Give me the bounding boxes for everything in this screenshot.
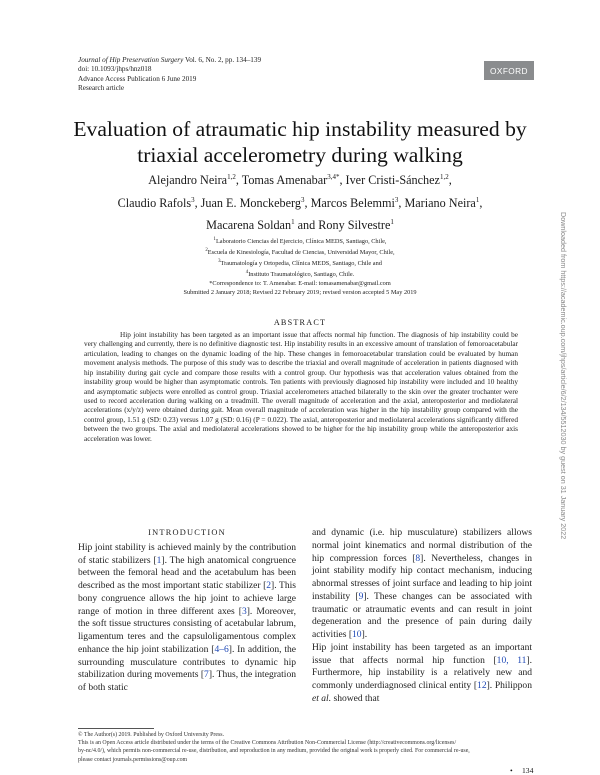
- intro-paragraph-2: Hip joint instability has been targeted as an important issue that affects normal hip function [10, 11]. Furthermore, hip instability is a relatively new and commonly underdiagnosed clinical entity [12]. Philippon et al. showed that: [312, 641, 533, 704]
- right-column: [312, 527, 532, 706]
- author-name: , Marcos Belemmi: [304, 195, 395, 210]
- download-watermark: Downloaded from https://academic.oup.com/jhps/article/6/2/134/5512030 by guest on 31 January 2022: [559, 212, 568, 540]
- affil-sup: 2: [205, 248, 208, 253]
- affil-text: Traumatología y Ortopedia, Clínica MEDS, Santiago, Chile and: [220, 260, 382, 268]
- author-affil-sup: 3: [300, 195, 305, 204]
- abstract-text: Hip joint instability has been targeted as an important issue that affects normal hip function. The diagnosis of hip instability could be very challenging and currently, there is no definitive diagnostic test. Hip instability results in an excessive amount of translation of femoroacetabular articulation, leading to changes on the dynamic loading of the hip. These changes in femoroacetabular translation could be evaluated by human movement analysis methods. The purpose of this study was to describe the triaxial and overall magnitude of acceleration in patients diagnosed with hip instability during gait cycle and compare those results with a control group. Our hypothesis was that acceleration values obtained from the instability group would be higher than asymptomatic controls. Ten patients with previously diagnosed hip instability were included and 10 healthy and asymptomatic subjects were enrolled as control group. Triaxial accelerometers attached bilaterally to the skin over the greater trochanter were used to record acceleration during walking on a treadmill. The overall magnitude of acceleration and the axial, anteroposterior and mediolateral accelerations (x/y/z) were obtained during gait. Mean overall magnitude of acceleration was higher in the hip instability group compared with the control group, 1.51 g (SD: 0.23) versus 1.07 g (SD: 0.16) (P = 0.022). The axial, anteroposterior and mediolateral accelerations significantly differed between the two groups. The axial and mediolateral accelerations showed to be higher for the hip instability group while the anteroposterior axis acceleration was lower.: [84, 331, 518, 443]
- license-line: This is an Open Access article distributed under the terms of the Creative Commons Attribution Non-Commercial License (http://creativecommons.org/licenses/: [78, 740, 457, 747]
- author-name: , Juan E. Monckeberg: [194, 195, 301, 210]
- author-affil-sup: 1: [390, 218, 394, 227]
- article-metadata: [78, 56, 261, 93]
- affiliation-line: [100, 247, 500, 258]
- author-line-2: Claudio Rafols$^3$, Juan E. Monckeberg$^3$, Marcos Belemmi$^3$, Mariano Neira$^1$,: [117, 195, 483, 210]
- left-column: [78, 527, 296, 695]
- intro-paragraph-1-cont: and dynamic (i.e. hip musculature) stabilizers allows normal joint kinematics and normal distribution of the hip compression forces [8]. Nevertheless, changes in joint stability modify hip contact mechanism, inducing abnormal stresses of joint surface and leading to hip joint instability [9]. These changes can be associated with traumatic or atraumatic events and can result in joint degeneration and the presence of pain during daily activities [10].: [312, 527, 532, 640]
- page-bullet: •: [510, 766, 513, 775]
- author-affil-sup: 3: [191, 195, 195, 204]
- journal-citation: [78, 56, 261, 65]
- author-affil-sup: 1,2: [227, 173, 236, 181]
- article-title: [40, 116, 560, 168]
- license-line: by-nc/4.0/), which permits non-commercial re-use, distribution, and reproduction in any medium, provided the original work is properly cited. For commercial re-use,: [78, 748, 470, 755]
- affil-sup: 1: [213, 237, 216, 242]
- correspondence: *Correspondence to: T. Amenabar. E-mail: tomasamenabar@gmail.com: [209, 280, 391, 287]
- author-name: , Mariano Neira: [398, 195, 476, 210]
- footnote-divider: [78, 728, 154, 729]
- journal-name[interactable]: Journal of Hip Preservation Surgery: [78, 56, 184, 64]
- title-line-1: Evaluation of atraumatic hip instability measured by: [73, 117, 527, 141]
- license-footnote: [78, 731, 534, 764]
- author-list: [60, 168, 540, 236]
- author-line-3: [60, 213, 540, 236]
- journal-volume: Vol. 6, No. 2, pp. 134–139: [183, 56, 262, 64]
- author-name: and Rony Silvestre: [294, 218, 391, 233]
- affiliation-line: [100, 258, 500, 269]
- permissions-line: please contact journals.permissions@oup.com: [78, 756, 188, 763]
- author-name: Macarena Soldan: [206, 218, 292, 233]
- oxford-logo: OXFORD: [484, 61, 534, 80]
- author-affil-sup: 1: [475, 195, 480, 204]
- title-line-2: triaxial accelerometry during walking: [137, 143, 463, 167]
- author-affil-sup: 3: [394, 195, 399, 204]
- citation-link[interactable]: 9: [358, 590, 364, 602]
- abstract-heading: ABSTRACT: [273, 318, 327, 327]
- affil-sup: 4: [245, 270, 249, 275]
- affil-text: Instituto Traumatológico, Santiago, Chile.: [248, 271, 355, 279]
- citation-link[interactable]: 12: [477, 680, 487, 691]
- author-name: Alejandro Neira: [148, 173, 228, 188]
- citation-link[interactable]: 2: [266, 580, 272, 591]
- author-affil-sup: 1: [291, 218, 295, 227]
- citation-link[interactable]: 8: [415, 552, 421, 564]
- author-name: , Iver Cristi-Sánchez: [339, 173, 440, 188]
- citation-link[interactable]: 3: [241, 605, 247, 617]
- affiliations: [100, 236, 500, 298]
- article-type: Research article: [78, 83, 125, 92]
- author-name: , Tomas Amenabar: [235, 173, 328, 188]
- abstract-body: [84, 331, 518, 444]
- page-number: 134: [522, 766, 534, 775]
- submission-dates: Submitted 2 January 2018; Revised 22 February 2019; revised version accepted 5 May 2019: [183, 288, 417, 296]
- author-line-1: Alejandro Neira$^{1,2}$, Tomas Amenabar$^{3,4*}$, Iver Cristi-Sánchez$^{1,2}$,: [148, 173, 452, 188]
- copyright-line: © The Author(s) 2019. Published by Oxford University Press.: [78, 732, 225, 738]
- author-affil-sup: 1,2: [439, 173, 449, 181]
- affil-text: Laboratorio Ciencias del Ejercicio, Clínica MEDS, Santiago, Chile,: [215, 238, 387, 246]
- intro-paragraph-1: Hip joint stability is achieved mainly by the contribution of static stabilizers [1]. The high anatomical congruence between the femoral head and the acetabulum has been described as the most important static stabilizer [2]. This bony congruence allows the hip joint to achieve large range of motion in three different axes [3]. Moreover, the soft tissue structures consisting of acetabular labrum, ligamentum teres and the capsuloligamentous complex enhance the hip joint stabilization [4–6]. In addition, the surrounding musculature contributes to dynamic hip stabilization during movements [7]. Thus, the integration of both static: [78, 541, 296, 693]
- doi[interactable]: doi: 10.1093/jhps/hnz018: [78, 65, 152, 74]
- affil-sup: 3: [218, 259, 221, 264]
- affiliation-line: [100, 236, 500, 247]
- citation-link[interactable]: 10, 11: [496, 654, 527, 666]
- citation-link[interactable]: 1: [156, 554, 162, 566]
- affiliation-line: [100, 269, 500, 280]
- citation-link[interactable]: 4–6: [214, 643, 229, 655]
- citation-link[interactable]: 10: [352, 629, 362, 640]
- citation-link[interactable]: 7: [204, 669, 209, 681]
- author-affil-sup: 3,4*: [327, 173, 340, 181]
- advance-access: Advance Access Publication 6 June 2019: [78, 74, 197, 83]
- introduction-heading: INTRODUCTION: [148, 528, 226, 537]
- affil-text: Escuela de Kinesiología, Facultad de Ciencias, Universidad Mayor, Chile,: [207, 249, 395, 257]
- author-name: Claudio Rafols: [117, 195, 192, 210]
